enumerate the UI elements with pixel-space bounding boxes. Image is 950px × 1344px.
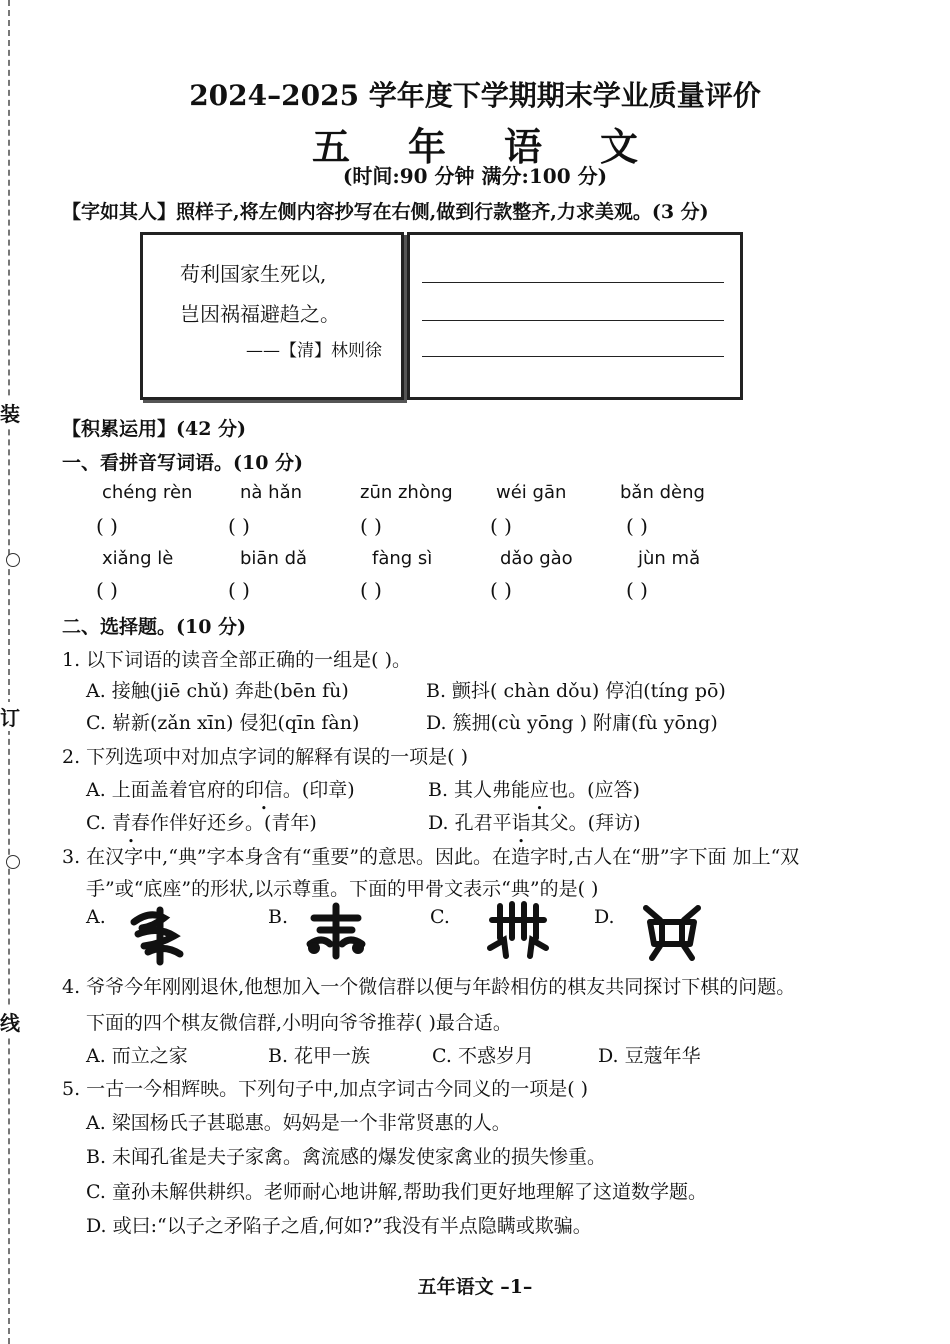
- q2-d-text: 其父。(拜访): [530, 812, 641, 834]
- answer-blank[interactable]: ( ): [626, 578, 648, 602]
- pinyin-item: zūn zhòng: [360, 482, 453, 503]
- answer-blank[interactable]: ( ): [96, 514, 118, 538]
- q2-a-text: 。(印章): [282, 779, 355, 801]
- dotted-word: 应: [530, 779, 550, 801]
- q2-b-text: 也。(应答): [549, 779, 640, 801]
- q5-option-d[interactable]: D. 或曰:“以子之矛陷子之盾,何如?”我没有半点隐瞒或欺骗。: [86, 1215, 592, 1237]
- pinyin-item: xiǎng lè: [102, 548, 174, 569]
- writing-line[interactable]: [422, 356, 724, 357]
- copy-writing-box[interactable]: [407, 232, 743, 400]
- q4-stem-line-2: 下面的四个棋友微信群,小明向爷爷推荐( )最合适。: [86, 1012, 512, 1034]
- oracle-bone-glyph-a[interactable]: [124, 904, 196, 968]
- binding-hole-icon: [6, 553, 20, 567]
- q4-option-d[interactable]: D. 豆蔻年华: [598, 1045, 701, 1067]
- q2-option-a[interactable]: [86, 775, 355, 802]
- q5-option-a[interactable]: A. 梁国杨氏子甚聪惠。妈妈是一个非常贤惠的人。: [86, 1112, 511, 1134]
- pinyin-item: fàng sì: [372, 548, 433, 569]
- binding-label-zhuang: 装: [0, 398, 20, 427]
- q4-option-c[interactable]: C. 不惑岁月: [432, 1045, 534, 1067]
- answer-blank[interactable]: ( ): [626, 514, 648, 538]
- q4-option-a[interactable]: A. 而立之家: [86, 1045, 188, 1067]
- part2-title: 二、选择题。(10 分): [62, 616, 247, 638]
- part1-title: 一、看拼音写词语。(10 分): [62, 452, 304, 474]
- exam-title: 2024–2025 学年度下学期期末学业质量评价: [189, 79, 761, 112]
- q3-label-a[interactable]: A.: [86, 906, 106, 928]
- q2-c-text: C.: [86, 812, 112, 834]
- pinyin-item: biān dǎ: [240, 548, 308, 569]
- q1-stem: 1. 以下词语的读音全部正确的一组是( )。: [62, 649, 412, 671]
- q3-stem-line-1: 3. 在汉字中,“典”字本身含有“重要”的意思。因此。在造字时,古人在“册”字下面 加上“双: [62, 846, 800, 868]
- answer-blank[interactable]: ( ): [490, 578, 512, 602]
- accumulation-heading: 【积累运用】(42 分): [62, 418, 247, 440]
- writing-line[interactable]: [422, 320, 724, 321]
- q2-d-text: D. 孔君平: [428, 812, 512, 834]
- q2-option-b[interactable]: [428, 775, 640, 802]
- q5-option-c[interactable]: C. 童孙未解供耕织。老师耐心地讲解,帮助我们更好地理解了这道数学题。: [86, 1181, 707, 1203]
- q2-a-text: A. 上面盖着官府的: [86, 779, 245, 801]
- answer-blank[interactable]: ( ): [228, 578, 250, 602]
- poem-line-2: 岂因祸福避趋之。: [180, 302, 340, 326]
- binding-dashed-line: [8, 0, 10, 1344]
- pinyin-item: nà hǎn: [240, 482, 303, 503]
- poem-line-1: 苟利国家生死以,: [180, 262, 327, 286]
- poem-author: ——【清】林则徐: [246, 341, 382, 361]
- q5-stem: 5. 一古一今相辉映。下列句子中,加点字词古今同义的一项是( ): [62, 1078, 589, 1100]
- q3-stem-line-2: 手”或“底座”的形状,以示尊重。下面的甲骨文表示“典”的是( ): [86, 878, 599, 900]
- dotted-word: 印信: [244, 779, 283, 801]
- dotted-word: 青春: [111, 812, 150, 834]
- q2-stem: 2. 下列选项中对加点字词的解释有误的一项是( ): [62, 746, 469, 768]
- answer-blank[interactable]: ( ): [96, 578, 118, 602]
- q3-label-c[interactable]: C.: [430, 906, 450, 928]
- binding-label-ding: 订: [0, 702, 20, 731]
- calligraphy-instruction: 【字如其人】照样子,将左侧内容抄写在右侧,做到行款整齐,力求美观。(3 分): [62, 201, 709, 223]
- pinyin-item: dǎo gào: [500, 548, 573, 569]
- q1-option-d[interactable]: D. 簇拥(cù yōng ) 附庸(fù yōng): [426, 712, 718, 734]
- oracle-bone-glyph-c[interactable]: [482, 898, 554, 962]
- answer-blank[interactable]: ( ): [360, 514, 382, 538]
- answer-blank[interactable]: ( ): [360, 578, 382, 602]
- q2-c-text: 作伴好还乡。(青年): [149, 812, 317, 834]
- answer-blank[interactable]: ( ): [490, 514, 512, 538]
- q1-option-a[interactable]: A. 接触(jiē chǔ) 奔赴(bēn fù): [86, 680, 349, 702]
- answer-blank[interactable]: ( ): [228, 514, 250, 538]
- pinyin-item: chéng rèn: [102, 482, 193, 503]
- pinyin-item: bǎn dèng: [620, 482, 705, 503]
- q3-label-d[interactable]: D.: [594, 906, 615, 928]
- q2-b-text: B. 其人弗能: [428, 779, 531, 801]
- binding-hole-icon: [6, 855, 20, 869]
- oracle-bone-glyph-d[interactable]: [636, 898, 708, 962]
- q2-option-d[interactable]: [428, 808, 640, 835]
- pinyin-item: wéi gān: [496, 482, 567, 503]
- time-info: (时间:90 分钟 满分:100 分): [342, 164, 608, 188]
- q1-option-c[interactable]: C. 崭新(zǎn xīn) 侵犯(qīn fàn): [86, 712, 360, 734]
- binding-label-xian: 线: [0, 1007, 20, 1036]
- oracle-bone-glyph-b[interactable]: [300, 900, 372, 964]
- page-footer: 五年语文 –1–: [417, 1276, 533, 1298]
- subject-title: 五年语文: [311, 124, 696, 169]
- dotted-word: 诣: [511, 812, 531, 834]
- pinyin-item: jùn mǎ: [638, 548, 701, 569]
- q4-option-b[interactable]: B. 花甲一族: [268, 1045, 371, 1067]
- q5-option-b[interactable]: B. 未闻孔雀是夫子家禽。禽流感的爆发使家禽业的损失惨重。: [86, 1146, 607, 1168]
- q2-option-c[interactable]: [86, 808, 317, 835]
- q1-option-b[interactable]: B. 颤抖( chàn dǒu) 停泊(tíng pō): [426, 680, 726, 702]
- writing-line[interactable]: [422, 282, 724, 283]
- q4-stem-line-1: 4. 爷爷今年刚刚退休,他想加入一个微信群以便与年龄相仿的棋友共同探讨下棋的问题。: [62, 976, 796, 998]
- q3-label-b[interactable]: B.: [268, 906, 289, 928]
